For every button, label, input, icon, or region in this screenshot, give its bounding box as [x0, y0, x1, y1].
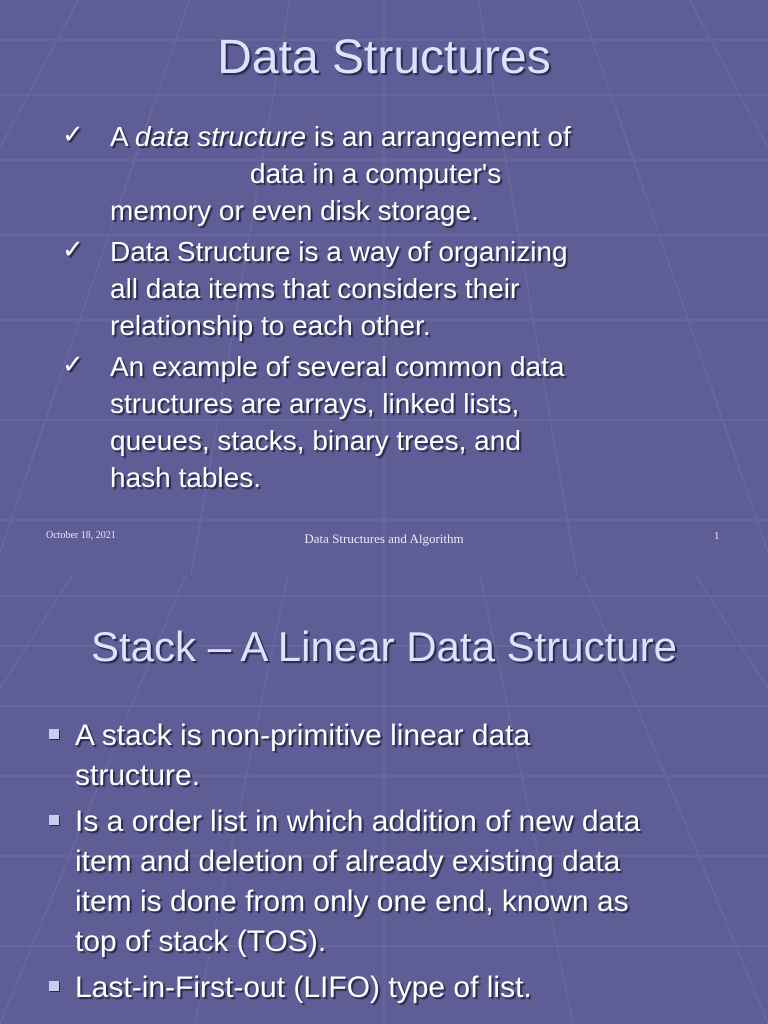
bullet-3-line4: hash tables. [110, 462, 261, 493]
bullet-3-line2: structures are arrays, linked lists, [110, 388, 520, 419]
footer-date: October 18, 2021 [46, 530, 116, 541]
check-icon: ✓ [62, 119, 84, 149]
bullet-3-line1: An example of several common data [110, 351, 565, 382]
square-bullet-icon [49, 815, 59, 825]
slide-2-title: Stack – A Linear Data Structure [91, 623, 677, 670]
stack-bullet-2-line4: top of stack (TOS). [75, 925, 327, 958]
slide-1-title: Data Structures [217, 31, 551, 84]
check-icon: ✓ [62, 349, 84, 379]
slide-1-bullet-2 [62, 233, 702, 344]
bullet-1-prefix: A [110, 121, 135, 152]
bullet-1-line2: data in a computer's [250, 158, 502, 189]
square-bullet-icon [49, 729, 59, 739]
bullet-2-line1: Data Structure is a way of organizing [110, 236, 568, 267]
slide-1-bullet-1 [62, 118, 702, 229]
slide-2-bullet-2 [46, 802, 736, 962]
stack-bullet-2-line1: Is a order list in which addition of new data [75, 805, 641, 838]
slide-1-bullet-list [62, 118, 702, 500]
bullet-1-line3: memory or even disk storage. [110, 195, 479, 226]
slide-1-bullet-3 [62, 348, 702, 496]
slide-2 [0, 576, 768, 1024]
footer-page-number: 1 [714, 530, 720, 542]
bullet-3-line3: queues, stacks, binary trees, and [110, 425, 521, 456]
bullet-2-line3: relationship to each other. [110, 310, 431, 341]
slide-2-bullet-1 [46, 716, 736, 796]
bullet-1-line1-rest: is an arrangement of [306, 121, 571, 152]
stack-bullet-1-line2: structure. [75, 759, 201, 792]
slide-2-bullet-3 [46, 968, 736, 1008]
stack-bullet-2-line2: item and deletion of already existing data [75, 845, 621, 878]
bullet-2-line2: all data items that considers their [110, 273, 520, 304]
footer-title: Data Structures and Algorithm [304, 531, 464, 546]
stack-bullet-2-line3: item is done from only one end, known as [75, 885, 629, 918]
square-bullet-icon [49, 981, 59, 991]
stack-bullet-1-line1: A stack is non-primitive linear data [75, 719, 531, 752]
stack-bullet-3-line1: Last-in-First-out (LIFO) type of list. [75, 971, 532, 1004]
slide-2-bullet-list [46, 716, 736, 1014]
check-icon: ✓ [62, 234, 84, 264]
bullet-1-emphasis: data structure [134, 121, 307, 152]
